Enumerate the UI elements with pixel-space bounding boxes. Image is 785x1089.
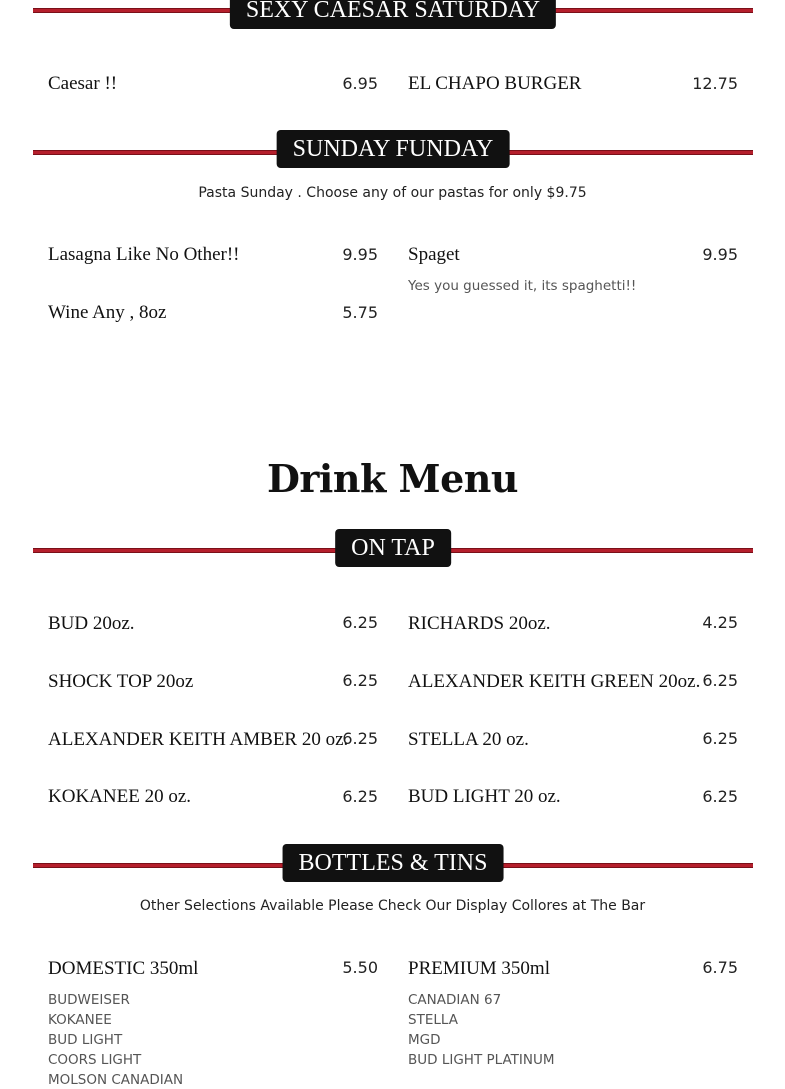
on-tap-divider [33,535,753,561]
list-item: MGD [408,1032,441,1048]
menu-item-price: 4.25 [702,613,738,632]
list-item: BUD LIGHT [48,1032,123,1048]
menu-item-name: BUD LIGHT 20 oz. [408,786,561,807]
menu-item-price: 6.25 [342,613,378,632]
menu-item-name: ALEXANDER KEITH AMBER 20 oz. [48,729,349,750]
menu-item-price: 9.95 [702,245,738,264]
menu-item-name: KOKANEE 20 oz. [48,786,192,807]
menu-item-price: 6.25 [702,671,738,690]
menu-item-name: DOMESTIC 350ml [48,958,199,979]
sunday-note: Pasta Sunday . Choose any of our pastas for only $9.75 [198,185,587,201]
menu-item-price: 12.75 [692,74,738,93]
on-tap-heading: ON TAP [335,529,451,567]
bottles-note: Other Selections Available Please Check Our Display Collores at The Bar [139,898,646,914]
list-item: KOKANEE [48,1012,112,1028]
list-item: COORS LIGHT [48,1052,142,1068]
menu-item-name: BUD 20oz. [48,613,135,634]
saturday-heading: SEXY CAESAR SATURDAY [230,0,556,29]
menu-item-name: Wine Any , 8oz [48,302,167,323]
sunday-heading: SUNDAY FUNDAY [277,130,510,168]
list-item: BUDWEISER [48,992,130,1008]
menu-item-price: 9.95 [342,245,378,264]
menu-item-name: SHOCK TOP 20oz [48,671,194,692]
menu-item-price: 6.25 [702,729,738,748]
saturday-divider [33,0,753,23]
menu-item-price: 6.25 [342,671,378,690]
list-item: STELLA [408,1012,458,1028]
menu-item-name: EL CHAPO BURGER [408,73,582,94]
menu-item-price: 6.75 [702,958,738,977]
menu-item-name: STELLA 20 oz. [408,729,529,750]
premium-list [408,990,555,1070]
list-item: CANADIAN 67 [408,992,502,1008]
domestic-list [48,990,183,1089]
menu-item-name: ALEXANDER KEITH GREEN 20oz. [408,671,701,692]
bottles-heading: BOTTLES & TINS [283,844,504,882]
menu-item-price: 6.25 [702,787,738,806]
menu-item-name: Caesar !! [48,73,118,94]
bottles-divider [33,850,753,876]
menu-item-name: PREMIUM 350ml [408,958,550,979]
list-item: BUD LIGHT PLATINUM [408,1052,555,1068]
menu-item-price: 5.75 [342,303,378,322]
sunday-divider [33,136,753,162]
menu-item-name: RICHARDS 20oz. [408,613,551,634]
menu-item-name: Lasagna Like No Other!! [48,244,240,265]
list-item: MOLSON CANADIAN [48,1072,184,1088]
menu-item-price: 6.25 [342,787,378,806]
drink-menu-title: Drink Menu [266,456,519,501]
menu-item-name: Spaget [408,244,460,265]
menu-item-price: 5.50 [342,958,378,977]
menu-item-description: Yes you guessed it, its spaghetti!! [408,278,637,294]
menu-item-price: 6.25 [342,729,378,748]
menu-item-price: 6.95 [342,74,378,93]
